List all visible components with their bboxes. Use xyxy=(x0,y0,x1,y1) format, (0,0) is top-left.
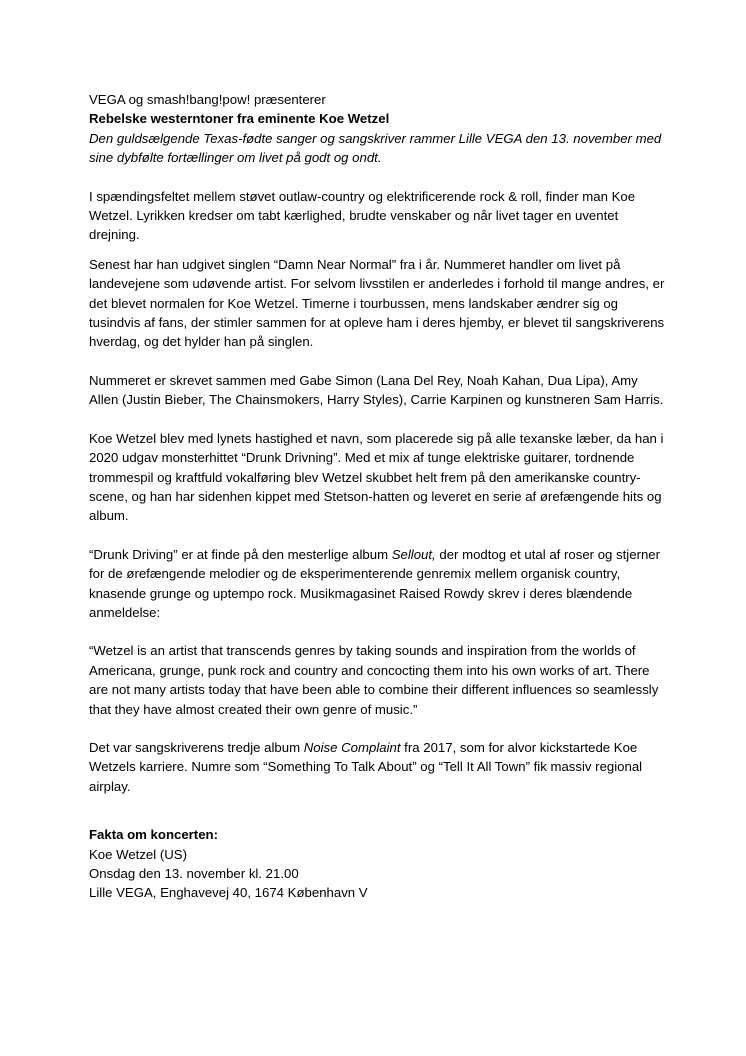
paragraph-7-text-b: fra 2017, som for alvor kickstartede Koe Wetzels karriere. Numre som “Something To Talk About” og “Tell It All Town” fik massiv regional airplay. xyxy=(89,739,643,794)
paragraph-1: I spændingsfeltet mellem støvet outlaw-country og elektrificerende rock & roll, finder man Koe Wetzel. Lyrikken kredser om tabt kærlighed, brudte venskaber og når livet tager en uventet drejning. xyxy=(89,188,636,243)
paragraph-3: Nummeret er skrevet sammen med Gabe Simon (Lana Del Rey, Noah Kahan, Dua Lipa), Amy Allen (Justin Bieber, The Chainsmokers, Harry Styles), Carrie Karpinen og kunstneren Sam Harris. xyxy=(89,372,664,408)
facts-artist: Koe Wetzel (US) xyxy=(89,846,187,862)
facts-heading: Fakta om koncerten: xyxy=(89,827,218,843)
facts-date: Onsdag den 13. november kl. 21.00 xyxy=(89,866,299,881)
headline: Rebelske westerntoner fra eminente Koe Wetzel xyxy=(89,111,390,127)
press-release xyxy=(89,90,669,903)
paragraph-5 xyxy=(89,545,669,623)
paragraph-7-text-a: Det var sangskriverens tredje album xyxy=(89,739,304,755)
presenter-line: VEGA og smash!bang!pow! præsenterer xyxy=(89,92,326,107)
paragraph-4: Koe Wetzel blev med lynets hastighed et navn, som placerede sig på alle texanske læber, da han i 2020 udgav monsterhittet “Drunk Drivning”. Med et mix af tunge elektriske guitarer, tordnende trommespil og kraftfuld vokalføring blev Wetzel skubbet helt frem på den amerikanske country-scene, og han har sidenhen kippet med Stetson-hatten og leveret en serie af ørefængende hits og album. xyxy=(89,430,664,524)
paragraph-5-text-a: “Drunk Driving” er at finde på den mesterlige album xyxy=(89,546,392,562)
review-quote: “Wetzel is an artist that transcends genres by taking sounds and inspiration from the worlds of Americana, grunge, punk rock and country and concocting them into his own works of art. There are not many artists today that have been able to combine their different influences so seamlessly that they have almost created their own genre of music.” xyxy=(89,643,659,717)
facts-venue: Lille VEGA, Enghavevej 40, 1674 København V xyxy=(89,885,368,901)
album-noise-complaint: Noise Complaint xyxy=(303,739,401,755)
album-sellout: Sellout, xyxy=(391,546,436,562)
paragraph-5-text-b: der modtog et utal af roser og stjerner for de ørefængende melodier og de eksperimenterende genremix mellem organisk country, knasende grunge og uptempo rock. Musikmagasinet Raised Rowdy skrev i deres blændende anmeldelse: xyxy=(89,546,661,620)
paragraph-2: Senest har han udgivet singlen “Damn Near Normal” fra i år. Nummeret handler om livet på landevejene som udøvende artist. For selvom livsstilen er anderledes i forhold til mange andres, er det blevet normalen for Koe Wetzel. Timerne i tourbussen, mens landskaber ændrer sig og tusindvis af fans, der stimler sammen for at opleve ham i deres hjemby, er blevet til sangskriverens hverdag, og det hylder han på singlen. xyxy=(89,256,665,350)
paragraph-7 xyxy=(89,738,669,796)
subheadline: Den guldsælgende Texas-fødte sanger og sangskriver rammer Lille VEGA den 13. november med sine dybfølte fortællinger om livet på godt og ondt. xyxy=(89,130,662,166)
